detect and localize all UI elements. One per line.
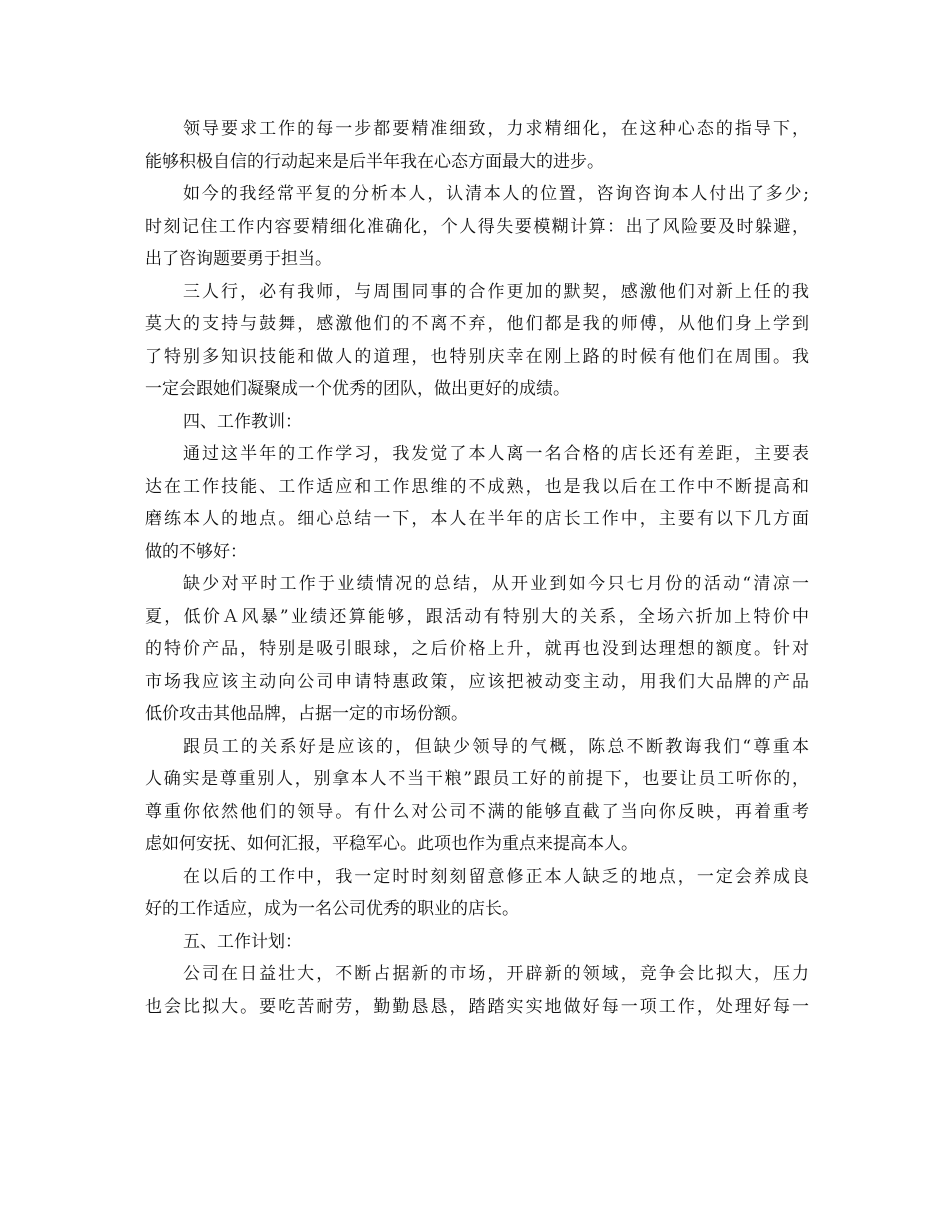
text-line: 如今的我经常平复的分析本人，认清本人的位置，咨询咨询本人付出了多少; xyxy=(183,184,809,204)
text-line: 在以后的工作中，我一定时时刻刻留意修正本人缺乏的地点，一定会养成良 xyxy=(183,866,809,887)
text-line: 市场我应该主动向公司申请特惠政策，应该把被动变主动，用我们大品牌的产品 xyxy=(145,671,809,692)
text-line: 领导要求工作的每一步都要精准细致，力求精细化，在这种心态的指导下， xyxy=(183,119,809,139)
text-line: 好的工作适应，成为一名公司优秀的职业的店长。 xyxy=(145,899,519,919)
text-line: 通过这半年的工作学习，我发觉了本人离一名合格的店长还有差距，主要表 xyxy=(183,444,809,464)
text-line: 四、工作教训： xyxy=(183,411,302,432)
text-line: 莫大的支持与鼓舞，感激他们的不离不弃，他们都是我的师傅，从他们身上学到 xyxy=(145,314,809,334)
text-line: 磨练本人的地点。细心总结一下，本人在半年的店长工作中，主要有以下几方面 xyxy=(145,509,809,529)
text-line: 跟员工的关系好是应该的，但缺少领导的气概，陈总不断教诲我们“尊重本 xyxy=(183,736,809,757)
text-line: 虑如何安抚、如何汇报，平稳军心。此项也作为重点来提高本人。 xyxy=(145,834,638,854)
text-line: 三人行，必有我师，与周围同事的合作更加的默契，感激他们对新上任的我 xyxy=(183,281,809,302)
text-line: 出了咨询题要勇于担当。 xyxy=(145,249,332,269)
text-line: 时刻记住工作内容要精细化准确化，个人得失要模糊计算：出了风险要及时躲避， xyxy=(145,216,809,237)
text-line: 也会比拟大。要吃苦耐劳，勤勤恳恳，踏踏实实地做好每一项工作，处理好每一 xyxy=(145,996,809,1017)
text-line: 达在工作技能、工作适应和工作思维的不成熟，也是我以后在工作中不断提高和 xyxy=(145,476,809,497)
text-line: 人确实是尊重别人，别拿本人不当干粮”跟员工好的前提下，也要让员工听你的， xyxy=(145,769,809,789)
text-line: 一定会跟她们凝聚成一个优秀的团队，做出更好的成绩。 xyxy=(145,379,570,399)
text-line: 做的不够好： xyxy=(145,541,247,562)
text-line: 夏，低价Ａ风暴”业绩还算能够，跟活动有特别大的关系，全场六折加上特价中 xyxy=(145,606,809,627)
text-line: 了特别多知识技能和做人的道理，也特别庆幸在刚上路的时候有他们在周围。我 xyxy=(145,346,809,367)
text-line: 公司在日益壮大，不断占据新的市场，开辟新的领域，竞争会比拟大，压力 xyxy=(183,964,809,984)
text-line: 低价攻击其他品牌，占据一定的市场份额。 xyxy=(145,704,468,724)
document-page xyxy=(145,113,809,1023)
text-line: 缺少对平时工作于业绩情况的总结，从开业到如今只七月份的活动“清凉一 xyxy=(183,574,809,594)
text-line: 的特价产品，特别是吸引眼球，之后价格上升，就再也没到达理想的额度。针对 xyxy=(145,639,809,659)
text-line: 五、工作计划： xyxy=(183,931,302,952)
text-line: 尊重你依然他们的领导。有什么对公司不满的能够直截了当向你反映，再着重考 xyxy=(145,801,809,822)
text-line: 能够积极自信的行动起来是后半年我在心态方面最大的进步。 xyxy=(145,151,604,172)
